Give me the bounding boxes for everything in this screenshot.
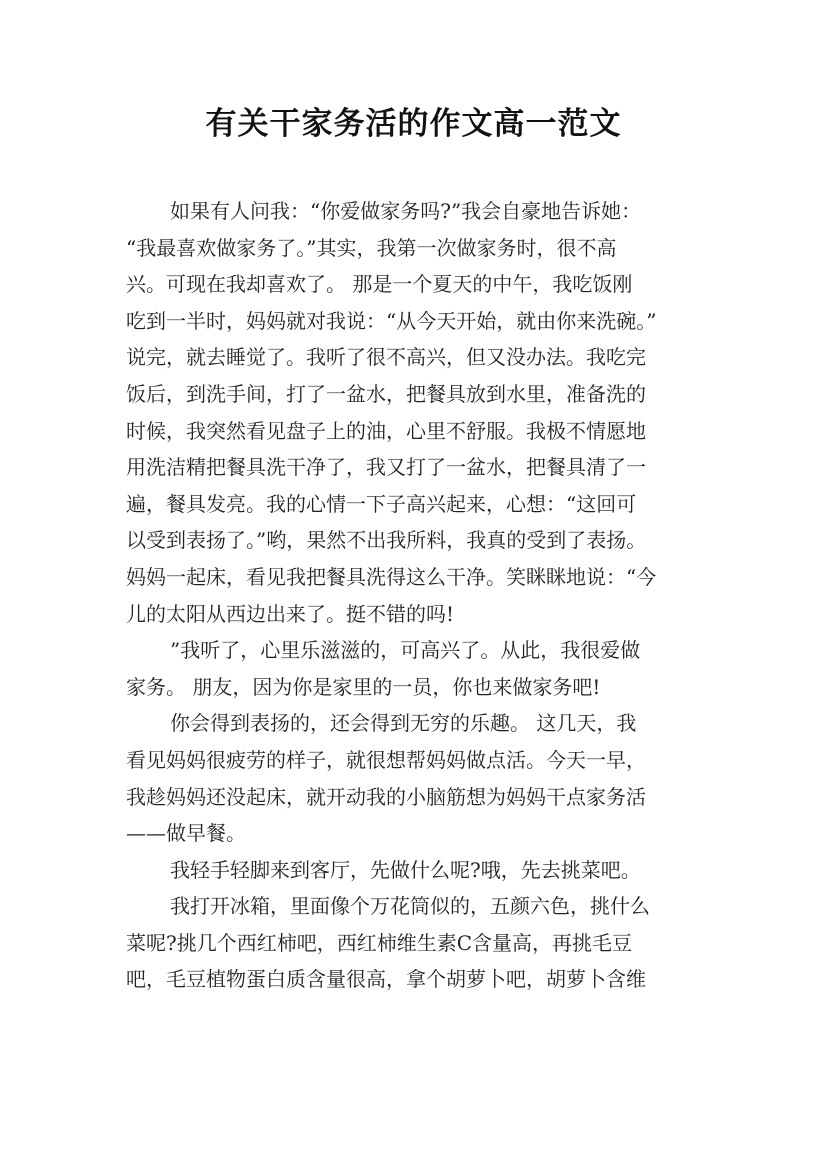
body-line: ——做早餐。 [126,821,246,846]
body-line: 我趁妈妈还没起床，就开动我的小脑筋想为妈妈干点家务活 [126,784,646,809]
body-line: 儿的太阳从西边出来了。挺不错的吗! [126,601,455,626]
document-body [126,193,726,998]
body-line: 妈妈一起床，看见我把餐具洗得这么干净。笑眯眯地说：“今 [126,564,657,589]
body-line: 家务。 朋友，因为你是家里的一员，你也来做家务吧! [126,674,601,699]
body-line: 用洗洁精把餐具洗干净了，我又打了一盆水，把餐具清了一 [126,455,646,480]
body-line: 兴。可现在我却喜欢了。 那是一个夏天的中午，我吃饭刚 [126,272,633,297]
body-line: 时候，我突然看见盘子上的油，心里不舒服。我极不情愿地 [126,418,646,443]
body-line: ”我听了，心里乐滋滋的，可高兴了。从此，我很爱做 [170,638,641,663]
document-title: 有关干家务活的作文高一范文 [205,106,622,142]
body-line: 吃到一半时，妈妈就对我说：“从今天开始，就由你来洗碗。” [126,308,657,333]
body-line: “我最喜欢做家务了。”其实，我第一次做家务时，很不高 [126,235,617,260]
body-line: 以受到表扬了。”哟，果然不出我所料，我真的受到了表扬。 [126,528,647,553]
body-line: 看见妈妈很疲劳的样子，就很想帮妈妈做点活。今天一早， [126,747,646,772]
body-line: 饭后，到洗手间，打了一盆水，把餐具放到水里，准备洗的 [126,381,646,406]
body-line: 遍，餐具发亮。我的心情一下子高兴起来，心想：“这回可 [126,491,637,516]
body-line: 如果有人问我：“你爱做家务吗?”我会自豪地告诉她： [170,199,642,223]
body-line: 我打开冰箱，里面像个万花筒似的，五颜六色，挑什么 [170,894,650,919]
body-line: 你会得到表扬的，还会得到无穷的乐趣。 这几天，我 [170,711,637,736]
body-line: 吧，毛豆植物蛋白质含量很高，拿个胡萝卜吧，胡萝卜含维 [126,967,646,992]
body-line: 菜呢?挑几个西红柿吧，西红柿维生素C含量高，再挑毛豆 [126,930,633,955]
body-line: 说完，就去睡觉了。我听了很不高兴，但又没办法。我吃完 [126,345,646,370]
body-line: 我轻手轻脚来到客厅，先做什么呢?哦，先去挑菜吧。 [170,857,641,882]
